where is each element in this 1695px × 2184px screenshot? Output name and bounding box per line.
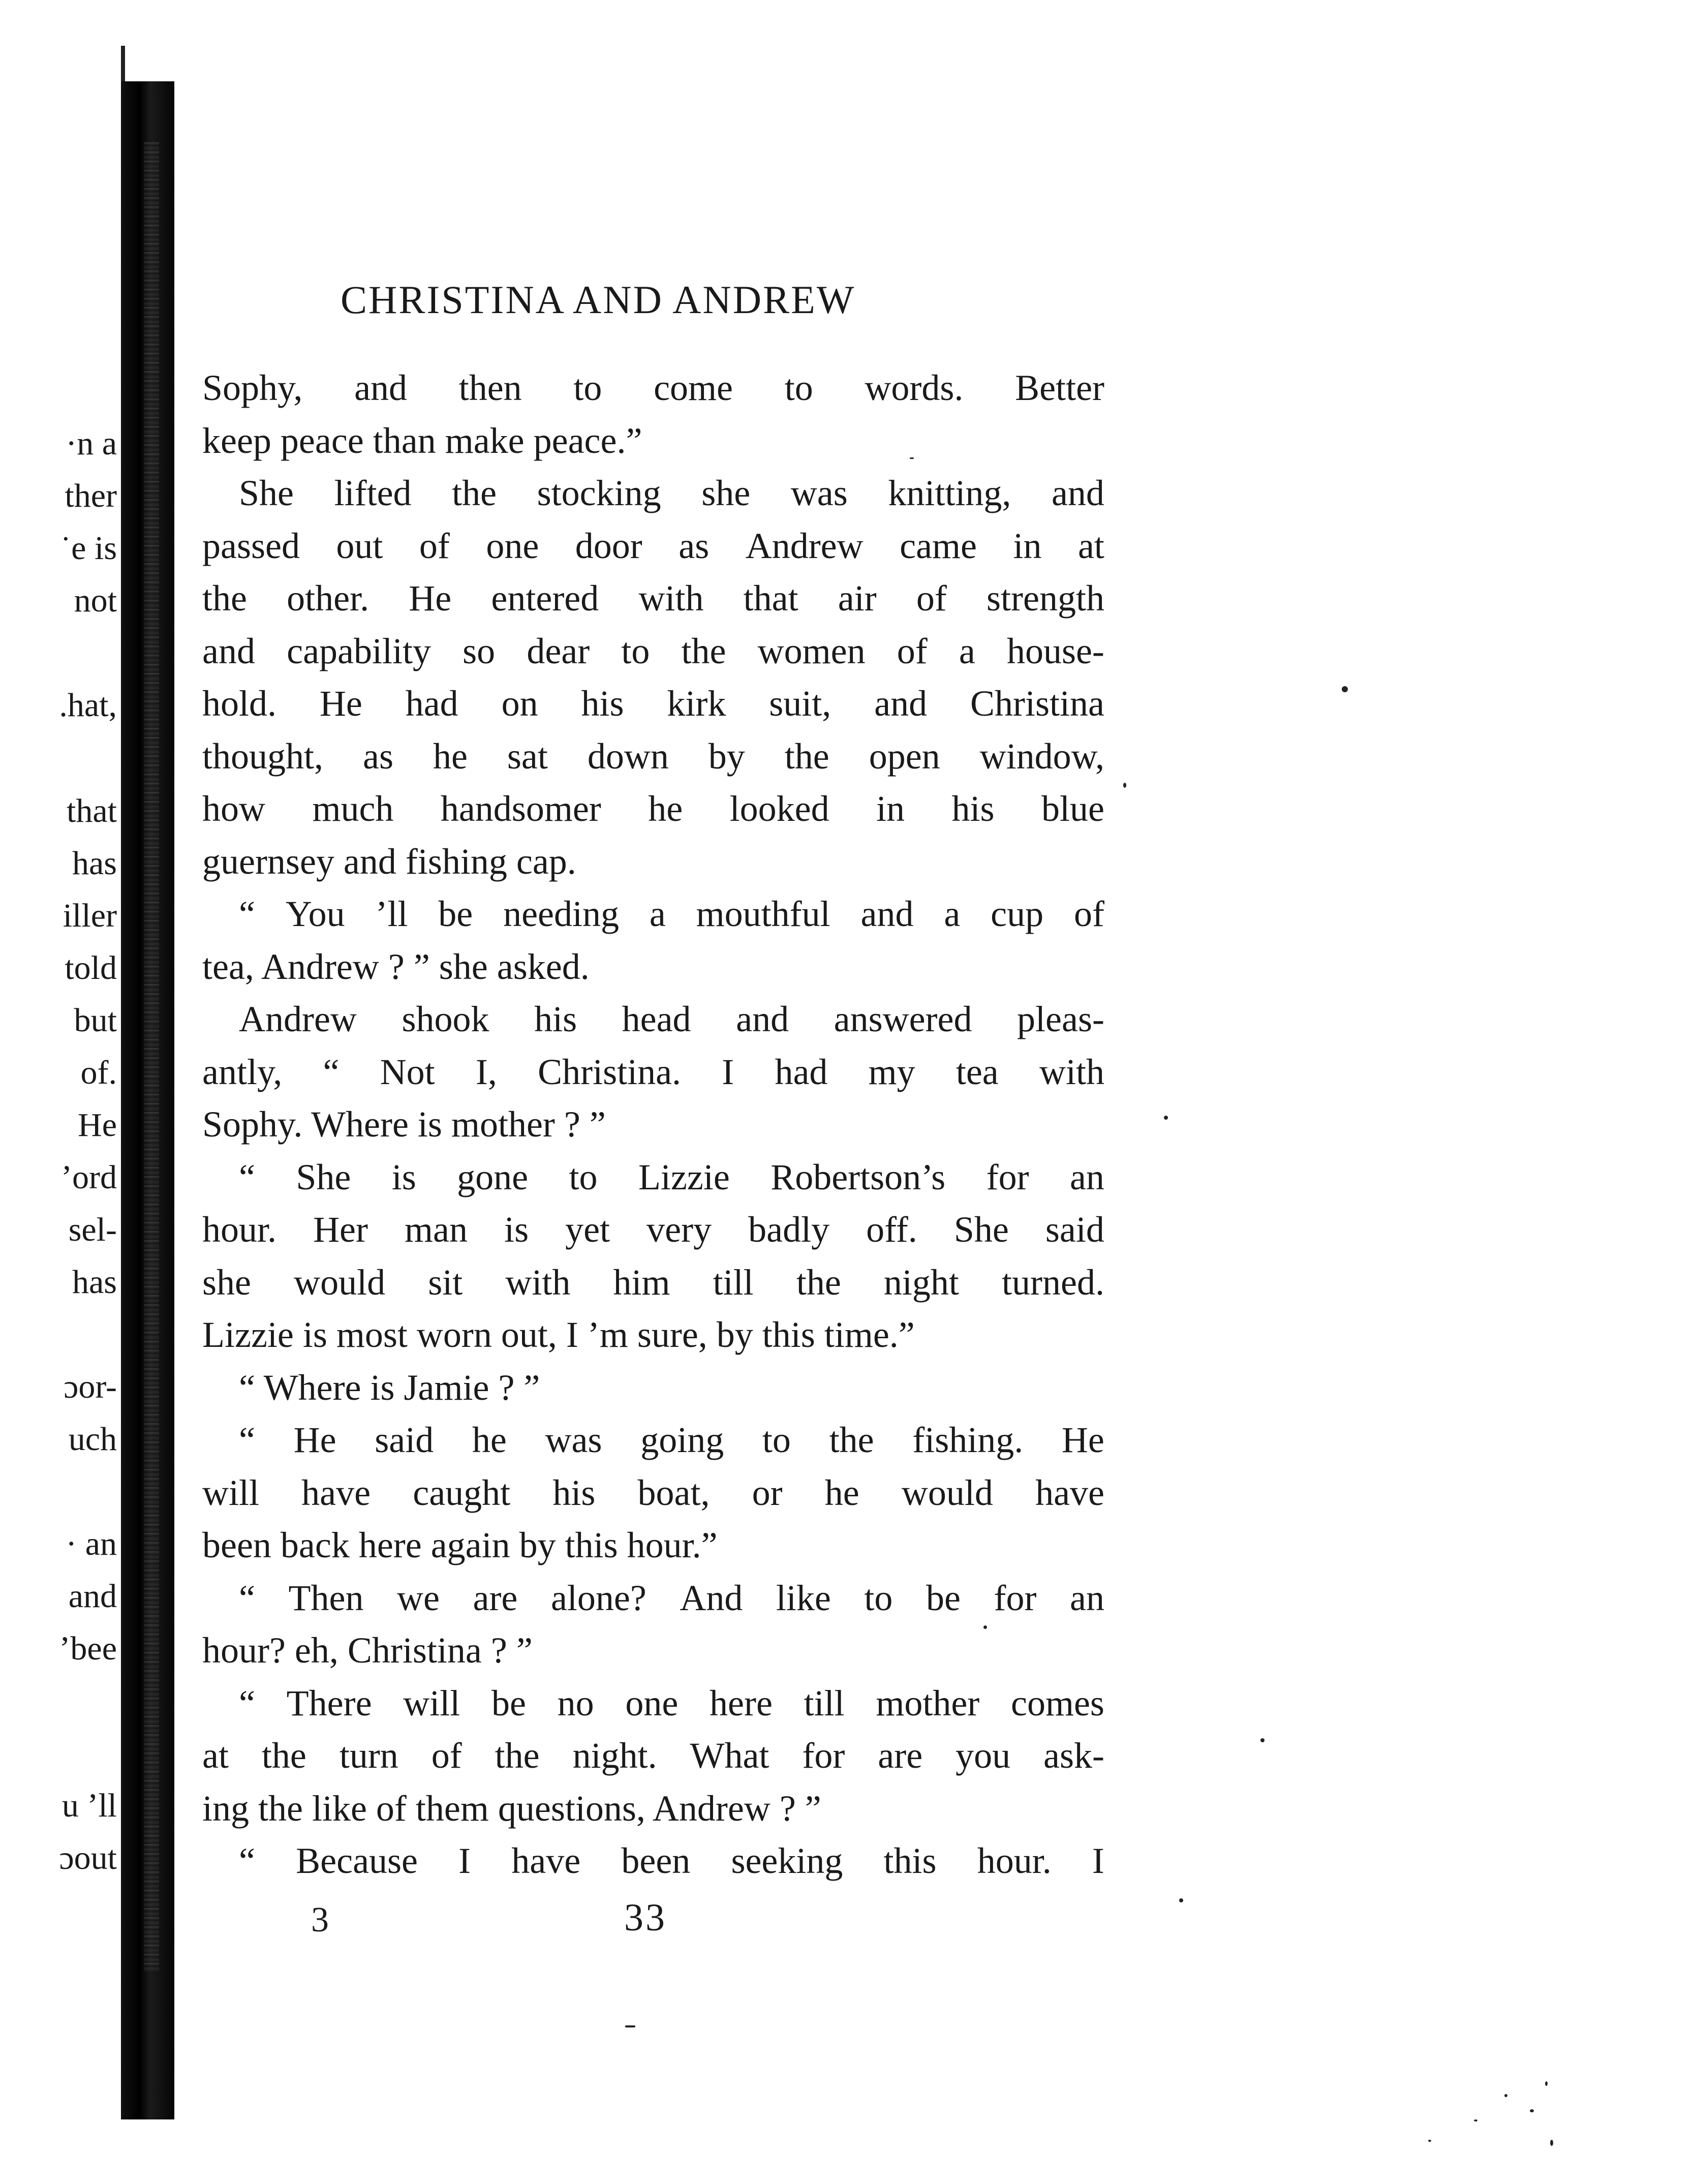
facing-page-fragment: u ’ll [61,1787,117,1824]
facing-page-fragment: that [67,792,117,829]
text-line: keep peace than make peace.” [202,420,642,461]
facing-page-fragment: .hat, [59,687,117,724]
text-line: She lifted the stocking she was knitting, and [239,473,1104,513]
scan-speck [1545,2081,1548,2086]
scan-speck [625,2025,635,2027]
facing-page-fragment: ʼbee [59,1630,117,1667]
text-line: thought, as he sat down by the open window, [202,735,1104,777]
text-line: the other. He entered with that air of strength [202,578,1104,619]
text-line: guernsey and fishing cap. [202,841,576,882]
binding-edge [121,46,125,86]
text-line: “ You ’ll be needing a mouthful and a cup of [239,894,1104,934]
facing-page-fragment: sel- [68,1211,117,1248]
scan-speck [1428,2140,1431,2142]
scan-speck [1179,1898,1183,1902]
facing-page-fragment: told [65,949,117,987]
text-line: hour. Her man is yet very badly off. She said [202,1209,1104,1250]
text-line: “ Because I have been seeking this hour. I [239,1840,1104,1881]
text-line: passed out of one door as Andrew came in at [202,525,1104,566]
text-line: ing the like of them questions, Andrew ? ” [202,1788,821,1829]
text-line: “ He said he was going to the fishing. He [239,1420,1104,1460]
facing-page-fragment: uch [68,1421,117,1458]
facing-page-fragment: ʼord [61,1159,117,1196]
facing-page-fragment: ɔout [59,1839,117,1877]
text-line: hour? eh, Christina ? ” [202,1630,533,1671]
facing-page-fragment: of. [80,1054,117,1091]
text-line: at the turn of the night. What for are you ask- [202,1735,1104,1776]
text-line: antly, “ Not I, Christina. I had my tea with [202,1051,1104,1092]
text-line: Sophy. Where is mother ? ” [202,1104,606,1145]
book-binding-shadow [121,81,174,2119]
page-number: 33 [624,1896,667,1939]
scan-speck [1123,783,1126,788]
facing-page-fragment: has [72,1264,117,1301]
signature-mark: 3 [311,1900,329,1940]
facing-page-fragment: ther [65,477,117,514]
facing-page-fragment: ɔor- [64,1368,117,1405]
text-line: “ There will be no one here till mother comes [239,1682,1104,1724]
text-line: how much handsomer he looked in his blue [202,788,1104,829]
scan-speck [983,1625,987,1629]
text-line: she would sit with him till the night turned. [202,1262,1104,1303]
facing-page-fragment: has [72,845,117,882]
scan-speck [910,457,914,459]
text-line: “ Where is Jamie ? ” [239,1367,540,1408]
scan-speck [1504,2094,1507,2097]
facing-page-fragment: iller [63,897,117,934]
facing-page-fragment: and [68,1578,117,1615]
facing-page-fragment: He [78,1106,117,1144]
scan-speck [1474,2119,1477,2121]
facing-page-fragment: but [74,1002,117,1039]
text-line: Andrew shook his head and answered pleas- [239,999,1104,1039]
scan-speck [1164,1116,1168,1120]
text-line: been back here again by this hour.” [202,1525,718,1565]
scan-speck [1260,1738,1265,1742]
text-line: Lizzie is most worn out, I ’m sure, by this time.” [202,1314,915,1355]
running-head: CHRISTINA AND ANDREW [341,278,856,322]
body-text [202,362,1104,1888]
scan-speck [1550,2140,1553,2146]
facing-page-fragment: ·n a [66,425,117,462]
scan-speck [1342,686,1348,692]
text-line: hold. He had on his kirk suit, and Christina [202,683,1104,724]
facing-page-fragment: · an [66,1525,117,1562]
text-line: “ She is gone to Lizzie Robertson’s for an [239,1156,1104,1197]
text-line: will have caught his boat, or he would have [202,1472,1104,1513]
text-line: and capability so dear to the women of a house- [202,630,1104,671]
text-line: “ Then we are alone? And like to be for an [239,1577,1104,1618]
facing-page-fragment: ˙e is [60,530,117,567]
scan-speck [1530,2109,1534,2112]
facing-page-fragment: not [74,582,117,619]
text-line: Sophy, and then to come to words. Better [202,367,1104,408]
text-line: tea, Andrew ? ” she asked. [202,946,590,987]
